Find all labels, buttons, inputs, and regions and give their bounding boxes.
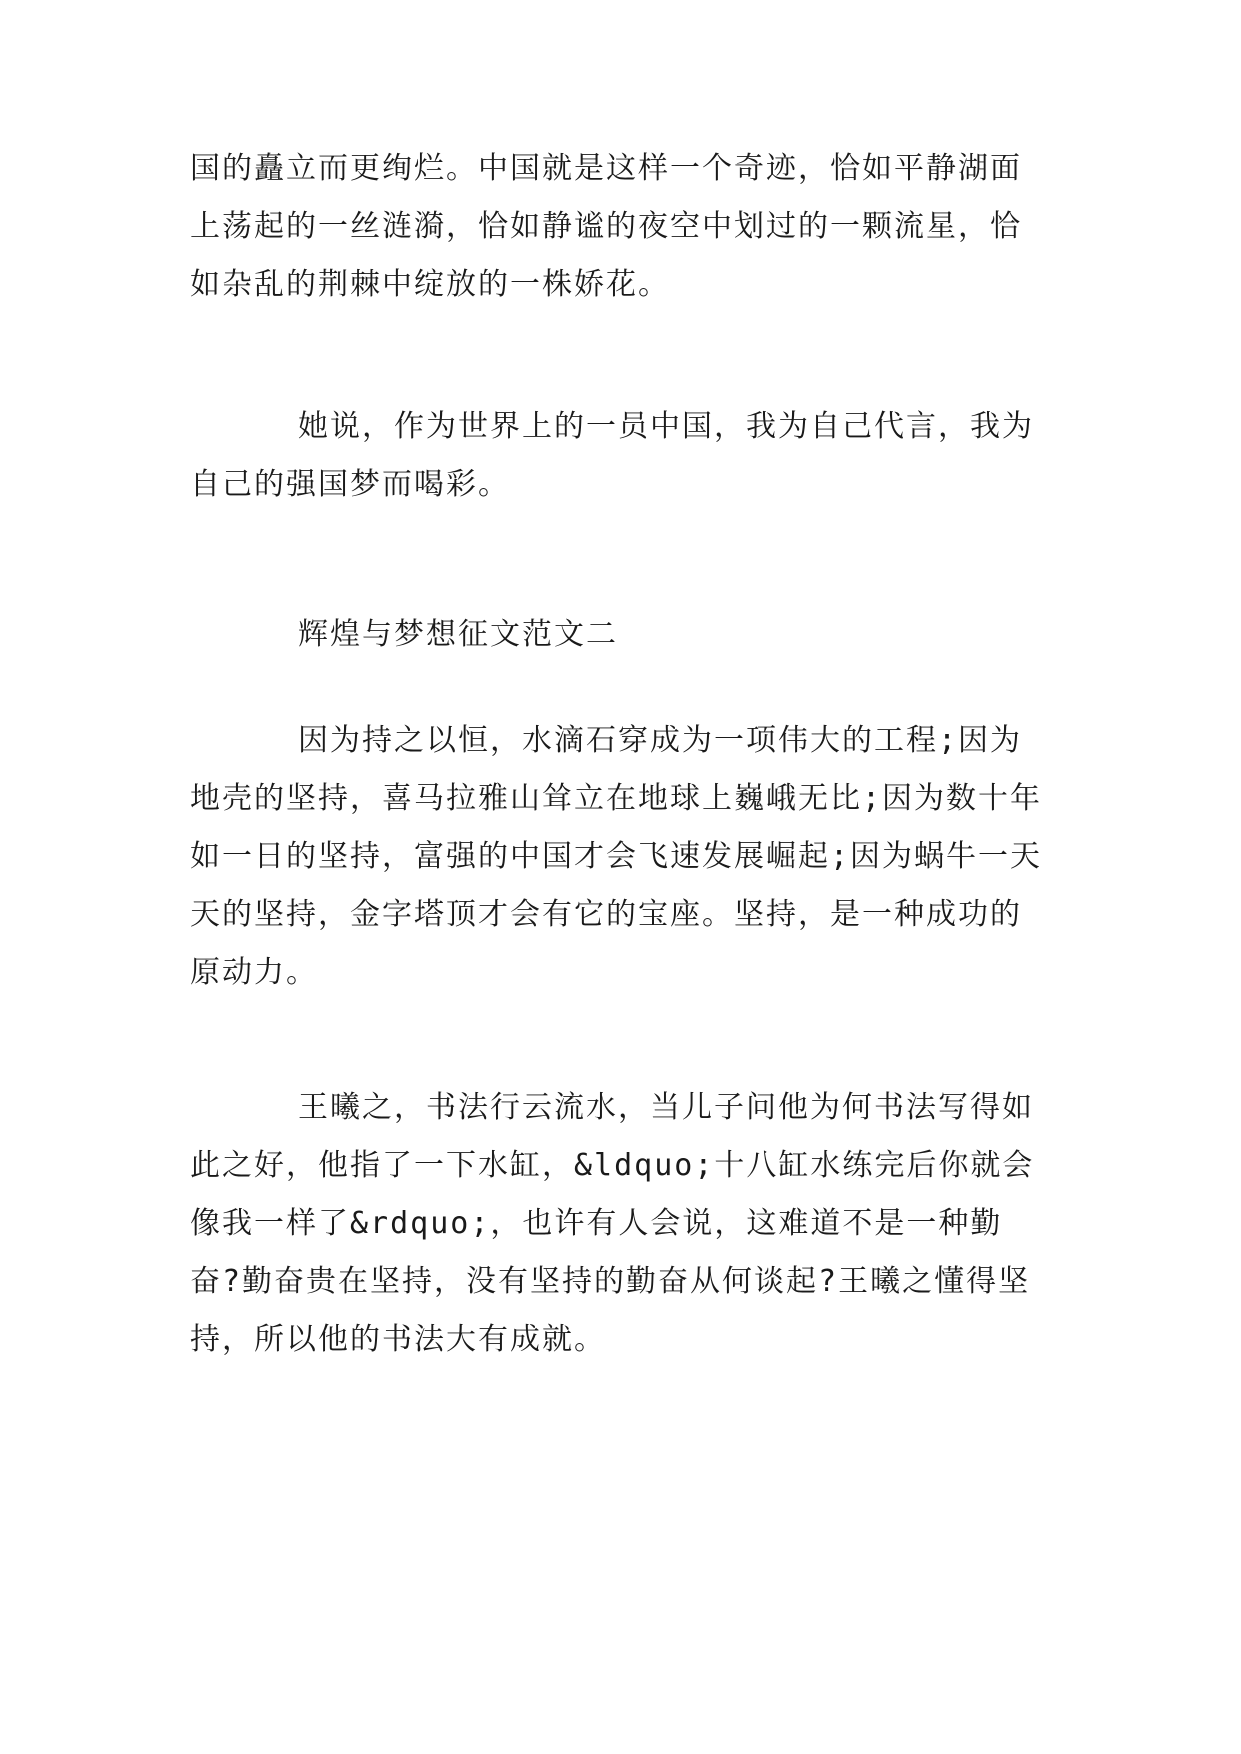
section-heading-essay-two: 辉煌与梦想征文范文二 (298, 617, 618, 652)
paragraph-self-endorsement: 她说，作为世界上的一员中国，我为自己代言，我为自己的强国梦而喝彩。 (190, 409, 1034, 502)
paragraph-perseverance: 因为持之以恒，水滴石穿成为一项伟大的工程;因为地壳的坚持，喜马拉雅山耸立在地球上巍峨无比;因为数十年如一日的坚持，富强的中国才会飞速发展崛起;因为蜗牛一天天的坚持，金字塔顶才会有它的宝座。坚持，是一种成功的原动力。 (190, 723, 1043, 990)
paragraph-wang-xizhi: 王曦之，书法行云流水，当儿子问他为何书法写得如此之好，他指了一下水缸，&ldquo;十八缸水练完后你就会像我一样了&rdquo;，也许有人会说，这难道不是一种勤奋?勤奋贵在坚持，没有坚持的勤奋从何谈起?王曦之懂得坚持，所以他的书法大有成就。 (190, 1090, 1035, 1357)
paragraph-china-miracle: 国的矗立而更绚烂。中国就是这样一个奇迹，恰如平静湖面上荡起的一丝涟漪，恰如静谧的夜空中划过的一颗流星，恰如杂乱的荆棘中绽放的一株娇花。 (190, 151, 1022, 302)
